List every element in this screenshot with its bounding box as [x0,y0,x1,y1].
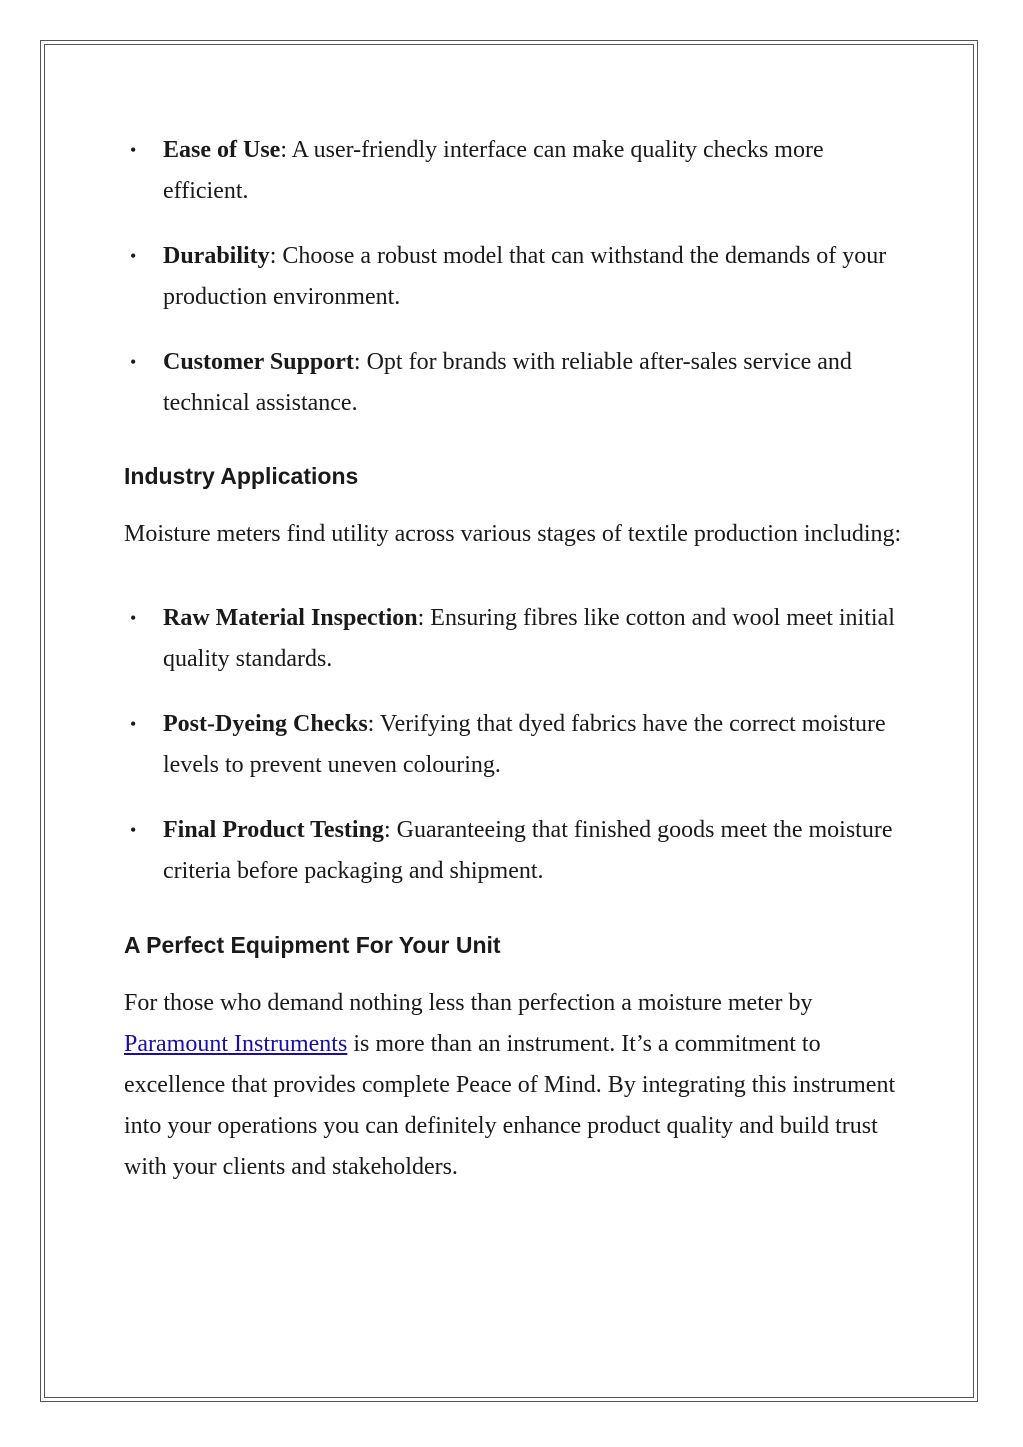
list-item-term: Post-Dyeing Checks [163,711,368,737]
list-item [124,810,914,892]
list-item-text: : Choose a robust model that can withstand the demands of your production environment. [163,243,887,310]
paramount-instruments-link[interactable]: Paramount Instruments [124,1031,348,1057]
list-item [124,704,914,786]
list-item-text: : Guaranteeing that finished goods meet the moisture criteria before packaging and shipment. [163,817,893,884]
bullet-icon: • [130,608,137,628]
applications-list [124,598,914,892]
list-item [124,236,914,318]
bullet-icon: • [130,714,137,734]
list-item-term: Ease of Use [163,137,281,163]
document-content [124,130,914,1188]
feature-list [124,130,914,424]
list-item-term: Final Product Testing [163,817,384,843]
section-heading-perfect-equipment: A Perfect Equipment For Your Unit [124,932,501,958]
list-item-text: : Opt for brands with reliable after-sales service and technical assistance. [163,349,852,416]
list-item-term: Durability [163,243,270,269]
list-item [124,598,914,680]
list-item [124,342,914,424]
bullet-icon: • [130,352,137,372]
list-item-text: : Verifying that dyed fabrics have the correct moisture levels to prevent uneven colouring. [163,711,886,778]
bullet-icon: • [130,140,137,160]
list-item-term: Customer Support [163,349,354,375]
list-item [124,130,914,212]
paragraph-text-start: For those who demand nothing less than perfection a moisture meter by [124,990,813,1016]
section-intro: Moisture meters find utility across various stages of textile production including: [124,521,902,547]
list-item-text: : Ensuring fibres like cotton and wool meet initial quality standards. [163,605,895,672]
section-paragraph [124,983,914,1188]
list-item-text: : A user-friendly interface can make quality checks more efficient. [163,137,824,204]
bullet-icon: • [130,246,137,266]
paragraph-text-end: is more than an instrument. It’s a commitment to excellence that provides complete Peace of Mind. By integrating this instrument into your operations you can definitely enhance product quality and build trust with your clients and stakeholders. [124,1031,896,1180]
section-heading-industry-applications: Industry Applications [124,463,359,489]
bullet-icon: • [130,820,137,840]
list-item-term: Raw Material Inspection [163,605,418,631]
